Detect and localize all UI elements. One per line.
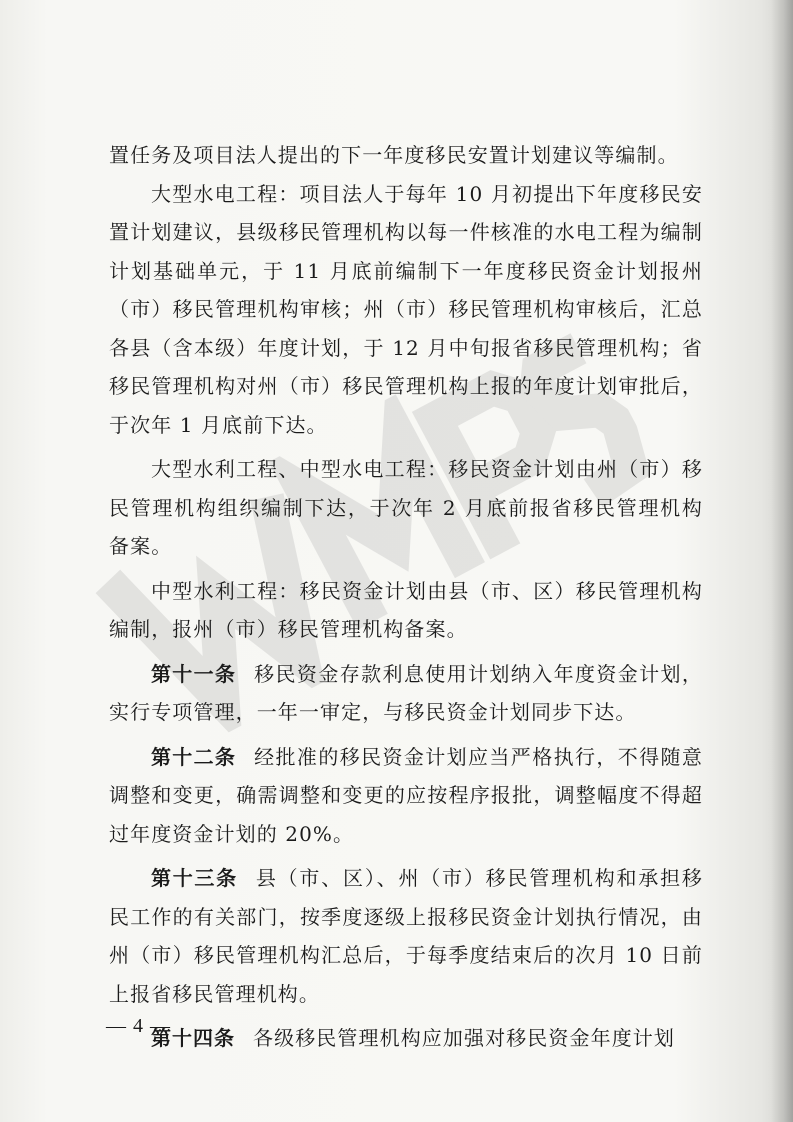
article-12-label: 第十二条	[151, 744, 237, 769]
article-14	[109, 1019, 703, 1058]
article-14-label: 第十四条	[151, 1026, 235, 1050]
article-13	[109, 859, 703, 1013]
paragraph-continuation: 置任务及项目法人提出的下一年度移民安置计划建议等编制。	[109, 143, 679, 167]
document-body	[109, 136, 703, 1058]
article-11-text: 移民资金存款利息使用计划纳入年度资金计划，实行专项管理，一年一审定，与移民资金计划同步下达。	[109, 661, 703, 724]
article-12-text: 经批准的移民资金计划应当严格执行，不得随意调整和变更，确需调整和变更的应按程序报批，调整幅度不得超过年度资金计划的 20%。	[109, 744, 703, 846]
paragraph-medium-water-conservancy: 中型水利工程：移民资金计划由县（市、区）移民管理机构编制，报州（市）移民管理机构备案。	[109, 578, 703, 641]
page-edge-shadow	[771, 0, 793, 1122]
article-13-text: 县（市、区）、州（市）移民管理机构和承担移民工作的有关部门，按季度逐级上报移民资金计划执行情况，由州（市）移民管理机构汇总后，于每季度结束后的次月 10 日前上报省移民管理机构。	[109, 866, 704, 1006]
paragraph-large-hydropower: 大型水电工程：项目法人于每年 10 月初提出下年度移民安置计划建议，县级移民管理机构以每一件核准的水电工程为编制计划基础单元，于 11 月底前编制下一年度移民资金计划报州（市）移民管理机构审核；州（市）移民管理机构审核后，汇总各县（含本级）年度计划，于 12 月中旬报省移民管理机构；省移民管理机构对州（市）移民管理机构上报的年度计划审批后，于次年 1 月底前下达。	[109, 181, 703, 437]
article-11	[109, 655, 703, 732]
article-14-text: 各级移民管理机构应加强对移民资金年度计划	[253, 1026, 675, 1050]
article-13-label: 第十三条	[151, 866, 238, 890]
article-11-label: 第十一条	[151, 661, 237, 686]
page-number: — 4 —	[106, 1015, 171, 1037]
paragraph-large-water-conservancy: 大型水利工程、中型水电工程：移民资金计划由州（市）移民管理机构组织编制下达，于次年 2 月底前报省移民管理机构备案。	[109, 457, 703, 558]
article-12	[109, 738, 703, 854]
